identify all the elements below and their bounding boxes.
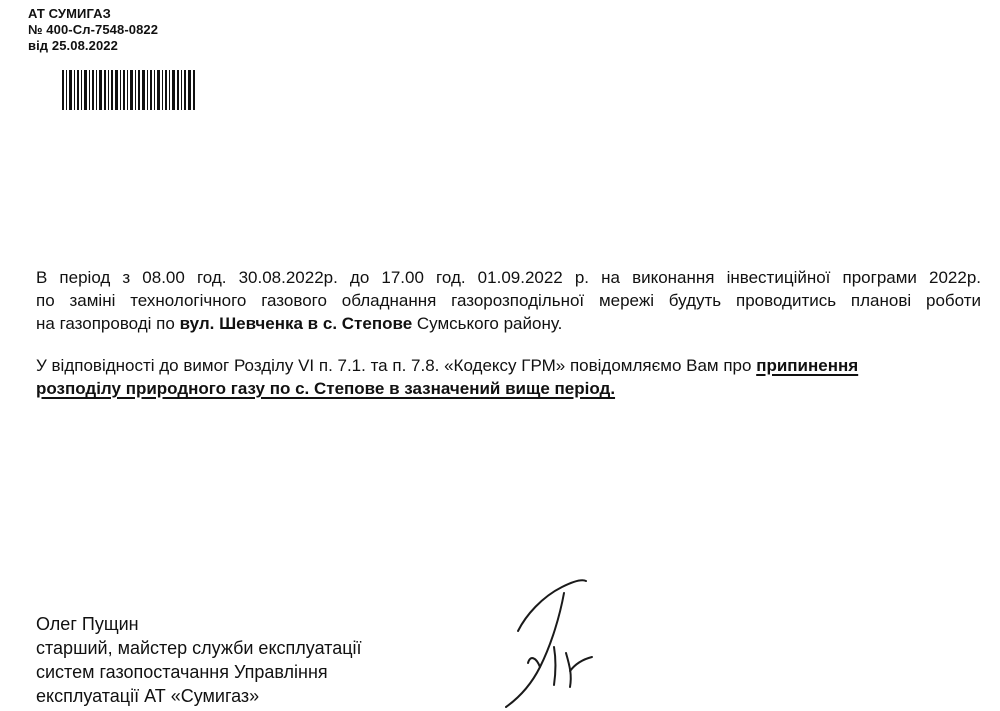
suspension-line-1 xyxy=(36,354,981,377)
notice-paragraph-works xyxy=(36,266,981,335)
reference-number: № 400-Сл-7548-0822 xyxy=(28,22,159,37)
signer-block xyxy=(36,612,362,708)
document-header xyxy=(28,6,158,54)
handwritten-signature xyxy=(490,575,610,711)
street-location: вул. Шевченка в с. Степове xyxy=(179,314,413,333)
notice-line-2: по заміні технологічного газового обладнання газорозподільної мережі будуть проводитись планові роботи xyxy=(36,291,981,310)
suspension-line-1-start: У відповідності до вимог Розділу VI п. 7.1. та п. 7.8. «Кодексу ГРМ» повідомляємо Вам про xyxy=(36,356,757,375)
suspension-details: розподілу природного газу по с. Степове в зазначений вище період. xyxy=(36,379,616,398)
suspension-keyword: припинення xyxy=(756,356,859,375)
signer-name: Олег Пущин xyxy=(36,614,139,634)
suspension-line-2 xyxy=(36,377,981,400)
document-date: від 25.08.2022 xyxy=(28,38,118,53)
signer-title-line-1: старший, майстер служби експлуатації xyxy=(36,638,362,658)
notice-line-3-start: на газопроводі по xyxy=(36,314,180,333)
notice-paragraph-suspension xyxy=(36,354,981,400)
signer-title-line-2: систем газопостачання Управління xyxy=(36,662,328,682)
notice-line-1: В період з 08.00 год. 30.08.2022р. до 17.00 год. 01.09.2022 р. на виконання інвестиційної програми 2022р. xyxy=(36,268,981,287)
barcode xyxy=(62,70,196,110)
organization-name: АТ СУМИГАЗ xyxy=(28,6,111,21)
notice-line-3-end: Сумського району. xyxy=(412,314,563,333)
signer-title-line-3: експлуатації АТ «Сумигаз» xyxy=(36,686,260,706)
notice-line-3 xyxy=(36,312,981,335)
